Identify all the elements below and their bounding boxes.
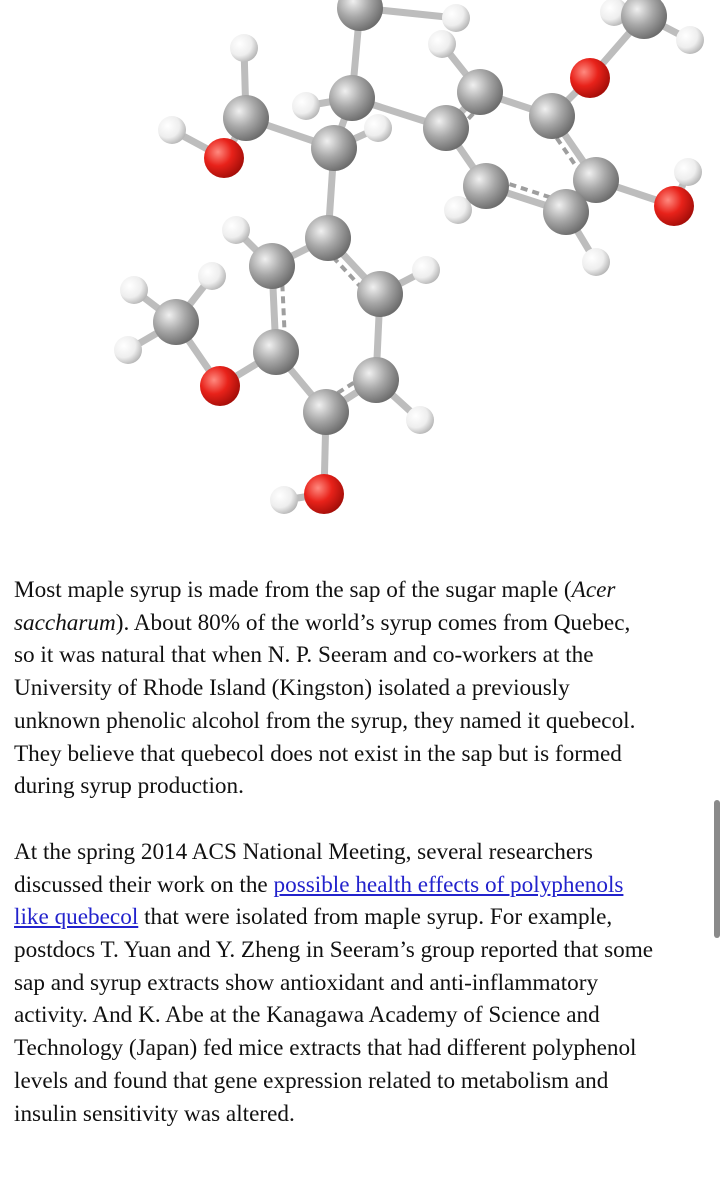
hydrogen-atom bbox=[230, 34, 258, 62]
carbon-atom bbox=[311, 125, 357, 171]
carbon-atom bbox=[329, 75, 375, 121]
carbon-atom bbox=[463, 163, 509, 209]
health-effects-link[interactable]: possible health effects of polyphenols like quebecol bbox=[14, 871, 624, 931]
carbon-atom bbox=[543, 189, 589, 235]
paragraph-2: At the spring 2014 ACS National Meeting, several researchers discussed their work on the possible health effects of polyphenols like quebecol that were isolated from maple syrup. For example, postdocs T. Yuan and Y. Zheng in Seeram’s group reported that some sap and syrup extracts show antioxidant and anti-inflammatory activity. And K. Abe at the Kanagawa Academy of Science and Technology (Japan) fed mice extracts that had different polyphenol levels and found that gene expression related to metabolism and insulin sensitivity was altered. bbox=[14, 838, 654, 1127]
carbon-atom bbox=[249, 243, 295, 289]
carbon-atom bbox=[337, 0, 383, 31]
scrollbar[interactable] bbox=[714, 800, 720, 938]
hydrogen-atom bbox=[158, 116, 186, 144]
paragraph-1: Most maple syrup is made from the sap of the sugar maple (Acer saccharum). About 80% of the world’s syrup comes from Quebec, so it was natural that when N. P. Seeram and co-workers at the University of Rhode Island (Kingston) isolated a previously unknown phenolic alcohol from the syrup, they named it quebecol. They believe that quebecol does not exist in the sap but is formed during syrup production. bbox=[14, 577, 636, 800]
oxygen-atom bbox=[570, 58, 610, 98]
carbon-atom bbox=[357, 271, 403, 317]
carbon-atom bbox=[223, 95, 269, 141]
hydrogen-atom bbox=[120, 276, 148, 304]
hydrogen-atom bbox=[442, 4, 470, 32]
hydrogen-atom bbox=[270, 486, 298, 514]
hydrogen-atom bbox=[364, 114, 392, 142]
carbon-atom bbox=[423, 105, 469, 151]
carbon-atom bbox=[153, 299, 199, 345]
oxygen-atom bbox=[654, 186, 694, 226]
hydrogen-atom bbox=[676, 26, 704, 54]
oxygen-atom bbox=[204, 138, 244, 178]
species-name: Acer saccharum bbox=[14, 577, 616, 636]
hydrogen-atom bbox=[674, 158, 702, 186]
hydrogen-atom bbox=[222, 216, 250, 244]
carbon-atom bbox=[305, 215, 351, 261]
carbon-atom bbox=[253, 329, 299, 375]
hydrogen-atom bbox=[406, 406, 434, 434]
carbon-atom bbox=[529, 93, 575, 139]
oxygen-atom bbox=[200, 366, 240, 406]
hydrogen-atom bbox=[444, 196, 472, 224]
article-body bbox=[14, 574, 654, 1130]
hydrogen-atom bbox=[198, 262, 226, 290]
hydrogen-atom bbox=[292, 92, 320, 120]
oxygen-atom bbox=[304, 474, 344, 514]
hydrogen-atom bbox=[114, 336, 142, 364]
molecule-3d-image bbox=[0, 0, 727, 530]
hydrogen-atom bbox=[428, 30, 456, 58]
hydrogen-atom bbox=[582, 248, 610, 276]
carbon-atom bbox=[353, 357, 399, 403]
carbon-atom bbox=[457, 69, 503, 115]
hydrogen-atom bbox=[412, 256, 440, 284]
atoms bbox=[114, 0, 704, 514]
carbon-atom bbox=[303, 389, 349, 435]
